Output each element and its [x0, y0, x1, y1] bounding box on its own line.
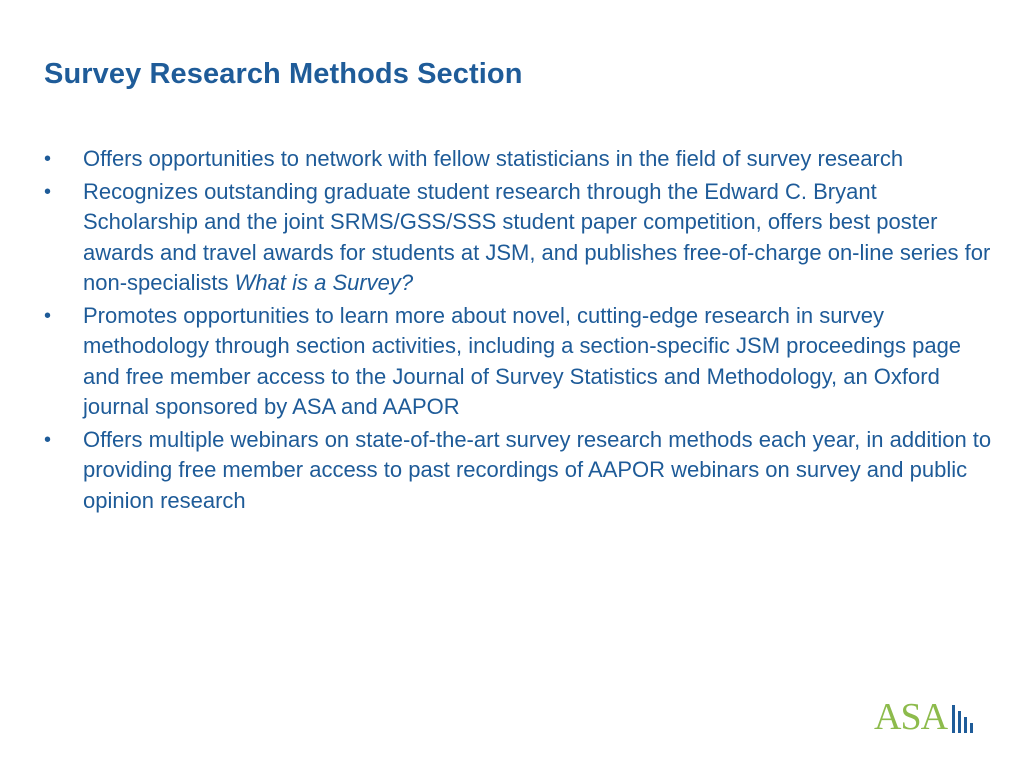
bullet-text: Promotes opportunities to learn more about novel, cutting-edge research in survey methodology through section activities, including a section-specific JSM proceedings page and free member access to the Journal of Survey Statistics and Methodology, an Oxford journal sponsored by ASA and AAPOR — [83, 302, 962, 419]
slide-title: Survey Research Methods Section — [44, 58, 523, 90]
bullet-item — [44, 144, 994, 175]
bullet-icon: • — [44, 428, 52, 451]
bullet-text: Offers multiple webinars on state-of-the-art survey research methods each year, in addition to providing free member access to past recordings of AAPOR webinars on survey and public opinion research — [83, 426, 992, 513]
bullet-icon: • — [44, 148, 52, 170]
asa-logo — [874, 697, 978, 739]
bullet-item — [44, 301, 994, 423]
bullet-icon: • — [44, 180, 52, 203]
asa-logo-text: ASA — [874, 696, 948, 738]
bullet-list — [44, 144, 994, 518]
bullet-emphasis-text: What is a Survey? — [234, 270, 414, 295]
bullet-text: Offers opportunities to network with fellow statisticians in the field of survey research — [83, 146, 904, 171]
bullet-text: Recognizes outstanding graduate student research through the Edward C. Bryant Scholarship and the joint SRMS/GSS/SSS student paper competition, offers best poster awards and travel awards for students at JSM, and publishes free-of-charge on-line series for non-specialists — [83, 178, 991, 295]
bullet-item — [44, 177, 994, 299]
asa-logo-bars-icon — [952, 701, 976, 733]
bullet-icon: • — [44, 304, 52, 327]
bullet-item — [44, 425, 994, 517]
